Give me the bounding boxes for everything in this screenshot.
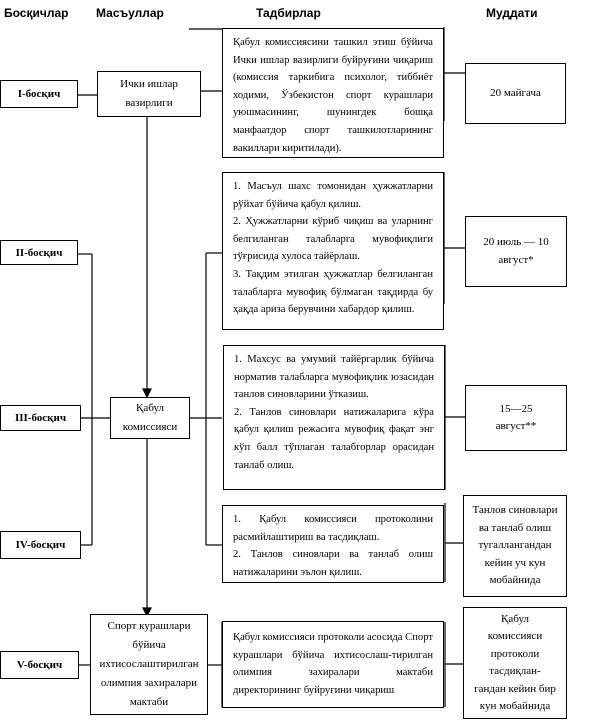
- activity-text: 2. Ҳужжатларни кўриб чиқиш ва уларнинг белгиланган талабларга мувофиқлиги тўғрисида хулоса тайёрлаш.: [233, 216, 433, 263]
- activity-box-3: [223, 345, 445, 490]
- stage-label: V-босқич: [16, 659, 63, 671]
- stage-label: III-босқич: [14, 412, 67, 424]
- header-activities: Тадбирлар: [256, 6, 321, 20]
- activity-text: 2. Танлов синовлари ва танлаб олиш натижаларини эълон қилиш.: [233, 549, 433, 578]
- stage-box-4: [0, 531, 81, 559]
- stage-box-5: [0, 651, 79, 679]
- deadline-label: 20 майгача: [490, 86, 541, 99]
- deadline-label: 20 июль — 10 август*: [483, 236, 549, 266]
- activity-box-5: [222, 621, 444, 708]
- header-responsible: Масъуллар: [96, 6, 164, 20]
- deadline-box-2: [465, 216, 567, 287]
- responsible-label: Қабул комиссияси: [122, 402, 178, 433]
- activity-box-2: [222, 172, 444, 330]
- activity-text: 2. Танлов синовлари натижаларига кўра қабул қилиш режасига мувофиқ фақат энг кўп балл тўплаган талабгорлар орасидан танлаб олиш.: [234, 406, 434, 471]
- responsible-label: Ички ишлар вазирлиги: [120, 78, 178, 109]
- stage-box-3: [0, 405, 81, 431]
- deadline-label: Қабул комиссияси протоколи тасдиқлан-гандан кейин бир кун мобайнида: [474, 612, 556, 712]
- deadline-label: 15—25 август**: [495, 402, 537, 432]
- deadline-box-3: [465, 385, 567, 451]
- deadline-label: Танлов синовлари ва танлаб олиш тугаллангандан кейин уч кун мобайнида: [472, 504, 558, 587]
- header-stages: Босқичлар: [4, 6, 69, 20]
- activity-box-4: [222, 505, 444, 583]
- stage-label: II-босқич: [15, 246, 63, 259]
- activity-box-1: [222, 28, 444, 158]
- stage-box-1: [0, 80, 78, 108]
- stage-label: I-босқич: [17, 88, 61, 100]
- responsible-box-2: [110, 397, 190, 439]
- stage-label: IV-босқич: [15, 539, 66, 551]
- deadline-box-1: [465, 63, 566, 124]
- activity-text: Қабул комиссиясини ташкил этиш бўйича Ички ишлар вазирлиги буйруғини чиқариш (комиссия таркибига психолог, тиббиёт ходими, Ўзбекистон спорт курашлари уюшмасининг, шунингдек бошқа манфаатдор спорт ташкилотларининг вакиллари киритилади).: [233, 37, 433, 154]
- deadline-box-5: [463, 607, 567, 719]
- activity-text: 1. Масъул шахс томонидан ҳужжатларни рўйхат бўйича қабул қилиш.: [233, 181, 433, 210]
- activity-text: Қабул комиссияси протоколи асосида Спорт курашлари бўйича ихтисослаш-тирилган олимпия захиралари мактаби директорининг буйруғини чиқариш: [233, 632, 433, 696]
- activity-text: 1. Махсус ва умумий тайёргарлик бўйича норматив талабларга мувофиқлик юзасидан танлов синовларини ўтказиш.: [234, 354, 434, 401]
- stage-box-2: [0, 240, 78, 265]
- header-deadline: Муддати: [486, 6, 538, 20]
- activity-text: 1. Қабул комиссияси протоколини расмийлаштириш ва тасдиқлаш.: [233, 514, 433, 543]
- responsible-box-3: [90, 614, 208, 715]
- responsible-label: Спорт курашлари бўйича ихтисослаштирилган олимпия захиралари мактаби: [99, 620, 199, 708]
- deadline-box-4: [463, 495, 567, 597]
- arrow-head-icon: [143, 389, 151, 397]
- responsible-box-1: [97, 71, 201, 117]
- activity-text: 3. Тақдим этилган ҳужжатлар белгиланган талабларга мувофиқ бўлмаган тақдирда бу ҳақда ариза берувчини хабардор қилиш.: [233, 268, 433, 316]
